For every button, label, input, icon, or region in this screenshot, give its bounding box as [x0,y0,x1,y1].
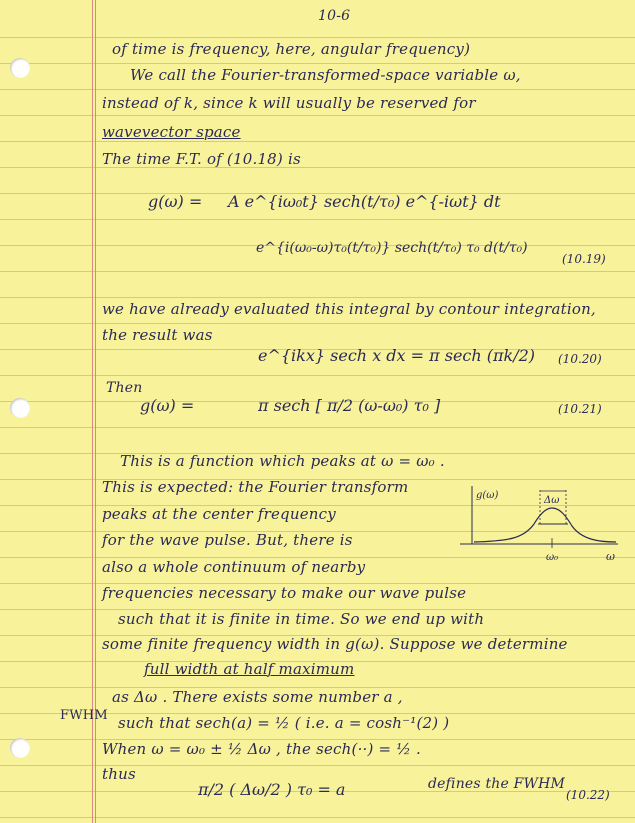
text-line: instead of k, since k will usually be reserved for [102,94,476,112]
equation-number: (10.22) [566,788,610,802]
lorentzian-sketch [460,478,620,568]
text-line: the result was [102,326,213,344]
text-line: defines the FWHM [428,776,566,792]
underlined-phrase: full width at half maximum [144,660,355,678]
text-line: peaks at the center frequency [102,505,336,523]
text-line: of time is frequency, here, angular frequency) [112,40,471,58]
graph-xlabel: ω [606,550,615,563]
text-line: This is expected: the Fourier transform [102,478,409,496]
equation-body: A e^{iω₀t} sech(t/τ₀) e^{-iωt} dt [228,192,501,211]
text-line: We call the Fourier-transformed-space variable ω, [130,66,521,84]
equation-number: (10.21) [558,402,602,416]
peak-curve [474,508,616,542]
equation-number: (10.19) [562,252,606,266]
equation-body: π sech [ π/2 (ω-ω₀) τ₀ ] [258,396,441,415]
graph-width-label: Δω [544,495,560,506]
text-line: Then [106,380,143,396]
text-line: also a whole continuum of nearby [102,558,366,576]
equation-body: e^{i(ω₀-ω)τ₀(t/τ₀)} sech(t/τ₀) τ₀ d(t/τ₀) [256,240,528,256]
text-line: thus [102,765,136,783]
text-line: This is a function which peaks at ω = ω₀ . [120,452,445,470]
text-line: such that sech(a) = ½ ( i.e. a = cosh⁻¹(2) ) [118,714,450,732]
margin-line [95,0,96,823]
graph-ylabel: g(ω) [476,490,499,501]
margin-line [92,0,93,823]
equation-body: e^{ikx} sech x dx = π sech (πk/2) [258,346,536,365]
graph-peak-label: ω₀ [546,552,559,563]
text-line: When ω = ω₀ ± ½ Δω , the sech(··) = ½ . [102,740,421,758]
text-line: The time F.T. of (10.18) is [102,150,301,168]
page-number: 10-6 [318,8,351,24]
text-line: such that it is finite in time. So we end up with [118,610,485,628]
text-line: some finite frequency width in g(ω). Suppose we determine [102,635,568,653]
equation-lhs: g(ω) = [140,396,195,415]
text-line: we have already evaluated this integral by contour integration, [102,300,596,318]
binder-hole [10,398,30,418]
equation-number: (10.20) [558,352,602,366]
equation-lhs: g(ω) = [148,192,203,211]
binder-hole [10,58,30,78]
margin-note: FWHM [60,708,108,723]
text-line: for the wave pulse. But, there is [102,531,353,549]
underlined-phrase: wavevector space [102,123,241,141]
text-line: frequencies necessary to make our wave pulse [102,584,467,602]
text-line: as Δω . There exists some number a , [112,688,403,706]
binder-hole [10,738,30,758]
equation-body: π/2 ( Δω/2 ) τ₀ = a [198,780,346,799]
